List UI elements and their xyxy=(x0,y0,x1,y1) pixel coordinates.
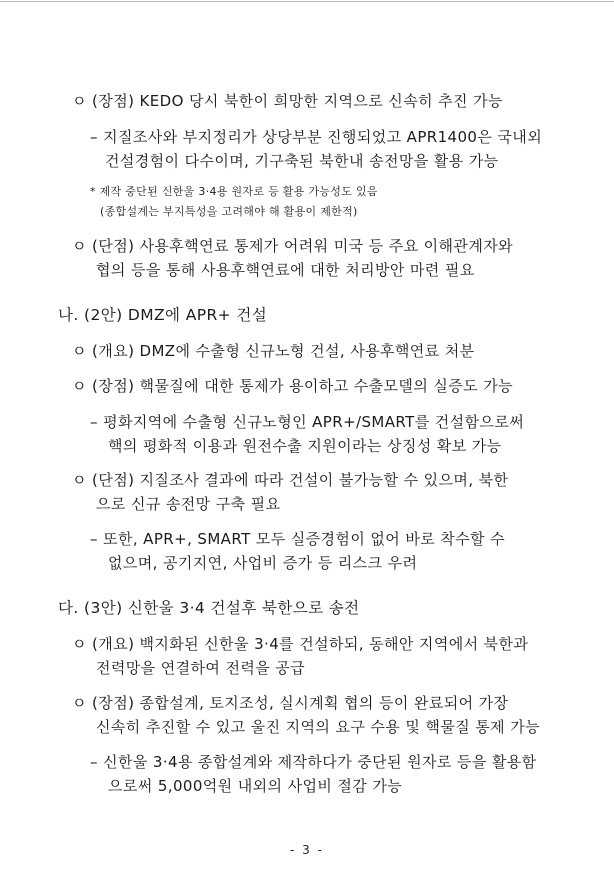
disadvantage-2-detail-line-2: 없으며, 공기지연, 사업비 증가 등 리스크 우려 xyxy=(108,554,418,572)
disadvantage-2-line-2: 으로 신규 송전망 구축 필요 xyxy=(96,495,281,513)
advantage-2-line-1: ㅇ (장점) 핵물질에 대한 통제가 용이하고 수출모델의 실증도 가능 xyxy=(72,377,513,395)
disadvantage-2-detail-line-1: – 또한, APR+, SMART 모두 실증경험이 없어 바로 착수할 수 xyxy=(90,530,505,548)
advantage-2-detail-line-1: – 평화지역에 수출형 신규노형인 APR+/SMART를 건설함으로써 xyxy=(90,413,525,431)
footnote-line-1: * 제작 중단된 신한울 3·4용 원자로 등 활용 가능성도 있음 xyxy=(90,185,378,198)
advantage-line-1: ㅇ (장점) KEDO 당시 북한이 희망한 지역으로 신속히 추진 가능 xyxy=(72,92,503,110)
page-number: - 3 - xyxy=(290,843,324,857)
overview-line-2: ㅇ (개요) DMZ에 수출형 신규노형 건설, 사용후핵연료 처분 xyxy=(72,342,475,360)
disadvantage-line-1: ㅇ (단점) 사용후핵연료 통제가 어려워 미국 등 주요 이해관계자와 xyxy=(72,237,513,255)
footnote-line-2: (종합설계는 부지특성을 고려해야 해 활용이 제한적) xyxy=(100,205,358,218)
advantage-3-line-1: ㅇ (장점) 종합설계, 토지조성, 실시계획 협의 등이 완료되어 가장 xyxy=(72,694,509,712)
disadvantage-2-line-1: ㅇ (단점) 지질조사 결과에 따라 건설이 불가능할 수 있으며, 북한 xyxy=(72,471,509,489)
advantage-detail-line-2: 건설경험이 다수이며, 기구축된 북한내 송전망을 활용 가능 xyxy=(105,152,499,170)
disadvantage-line-2: 협의 등을 통해 사용후핵연료에 대한 처리방안 마련 필요 xyxy=(96,261,475,279)
overview-3-line-2: 전력망을 연결하여 전력을 공급 xyxy=(96,659,306,677)
advantage-2-detail-line-2: 핵의 평화적 이용과 원전수출 지원이라는 상징성 확보 가능 xyxy=(108,437,502,455)
top-rule xyxy=(0,1,614,2)
advantage-3-detail-line-1: – 신한울 3·4용 종합설계와 제작하다가 중단된 원자로 등을 활용함 xyxy=(90,753,537,771)
advantage-3-detail-line-2: 으로써 5,000억원 내외의 사업비 절감 가능 xyxy=(108,777,403,795)
advantage-detail-line-1: – 지질조사와 부지정리가 상당부분 진행되었고 APR1400은 국내외 xyxy=(90,128,543,146)
section-heading-2: 나. (2안) DMZ에 APR+ 건설 xyxy=(58,306,268,324)
overview-3-line-1: ㅇ (개요) 백지화된 신한울 3·4를 건설하되, 동해안 지역에서 북한과 xyxy=(72,635,529,653)
section-heading-3: 다. (3안) 신한울 3·4 건설후 북한으로 송전 xyxy=(58,599,360,617)
advantage-3-line-2: 신속히 추진할 수 있고 울진 지역의 요구 수용 및 핵물질 통제 가능 xyxy=(96,718,540,736)
